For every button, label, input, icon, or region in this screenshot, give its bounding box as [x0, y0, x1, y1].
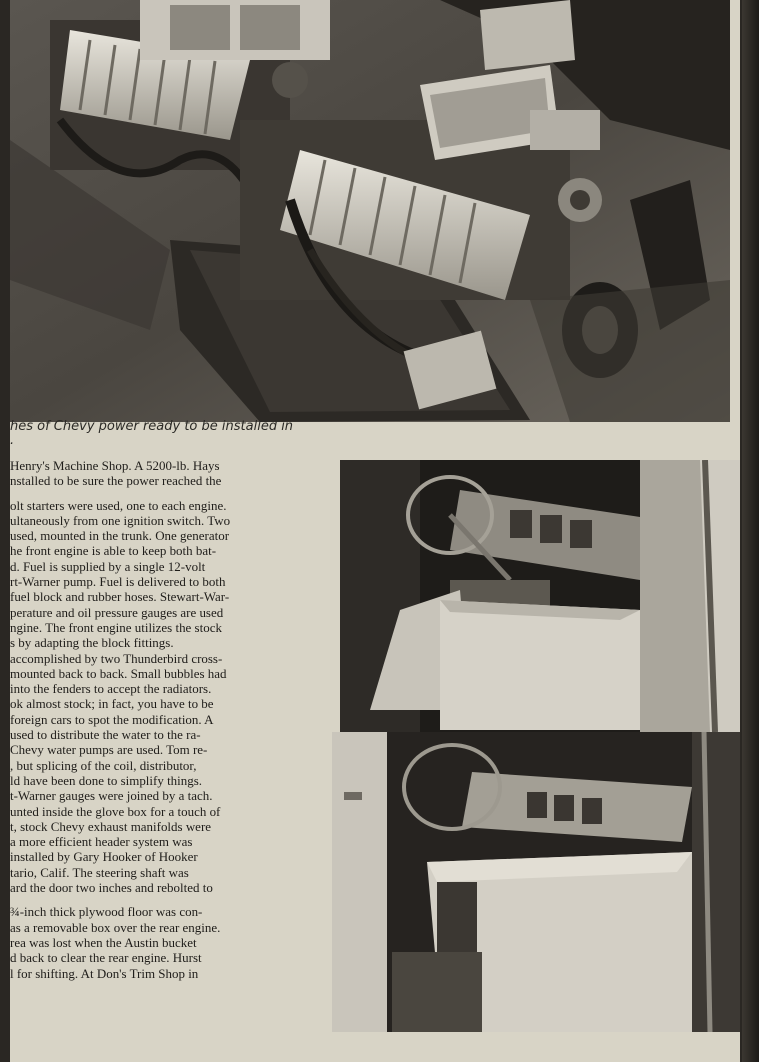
article-line: tario, Calif. The steering shaft was — [10, 865, 189, 880]
article-line: accomplished by two Thunderbird cross- — [10, 651, 223, 666]
article-line: unted inside the glove box for a touch of — [10, 804, 221, 819]
article-line: d back to clear the rear engine. Hurst — [10, 951, 202, 966]
article-line: foreign cars to spot the modification. A — [10, 712, 214, 727]
article-line: t, stock Chevy exhaust manifolds were — [10, 819, 212, 834]
article-line: rt-Warner pump. Fuel is delivered to both — [10, 575, 226, 590]
article-line: Chevy water pumps are used. Tom re- — [10, 743, 208, 758]
page-edge-shadow — [742, 0, 759, 1062]
article-line: t-Warner gauges were joined by a tach. — [10, 789, 213, 804]
article-line: ard the door two inches and rebolted to — [10, 881, 213, 896]
paragraph-gap — [10, 896, 342, 905]
paragraph-gap — [10, 490, 342, 499]
article-line: used, mounted in the trunk. One generator — [10, 529, 230, 544]
article-line: d. Fuel is supplied by a single 12-volt — [10, 559, 206, 574]
twin-engines-photo — [10, 0, 730, 422]
article-line: , but splicing of the coil, distributor, — [10, 758, 197, 773]
article-line: rea was lost when the Austin bucket — [10, 935, 197, 950]
article-line: installed by Gary Hooker of Hooker — [10, 850, 198, 865]
dashboard-cover-photo — [332, 732, 740, 1032]
caption-line: . — [10, 434, 15, 448]
article-line: ngine. The front engine utilizes the stock — [10, 620, 222, 635]
article-line: ok almost stock; in fact, you have to be — [10, 697, 214, 712]
article-line: ld have been done to simplify things. — [10, 773, 203, 788]
article-line: olt starters were used, one to each engine. — [10, 498, 227, 513]
article-line: ¾-inch thick plywood floor was con- — [10, 905, 203, 920]
article-text-column — [10, 459, 342, 982]
article-line: mounted back to back. Small bubbles had — [10, 666, 227, 681]
article-line: ultaneously from one ignition switch. Two — [10, 513, 231, 528]
article-line: he front engine is able to keep both bat- — [10, 544, 217, 559]
article-line: fuel block and rubber hoses. Stewart-War- — [10, 590, 230, 605]
caption-line: hes of Chevy power ready to be installed in — [10, 420, 294, 434]
article-line: s by adapting the block fittings. — [10, 636, 174, 651]
article-line: perature and oil pressure gauges are used — [10, 605, 224, 620]
photo-caption — [10, 420, 330, 448]
article-line: l for shifting. At Don's Trim Shop in — [10, 966, 199, 981]
article-line: a more efficient header system was — [10, 835, 193, 850]
article-line: as a removable box over the rear engine. — [10, 920, 221, 935]
article-line: nstalled to be sure the power reached the — [10, 474, 222, 489]
article-line: used to distribute the water to the ra- — [10, 728, 201, 743]
dashboard-interior-photo — [340, 460, 740, 732]
article-line: Henry's Machine Shop. A 5200-lb. Hays — [10, 459, 220, 473]
article-line: into the fenders to accept the radiators. — [10, 682, 212, 697]
